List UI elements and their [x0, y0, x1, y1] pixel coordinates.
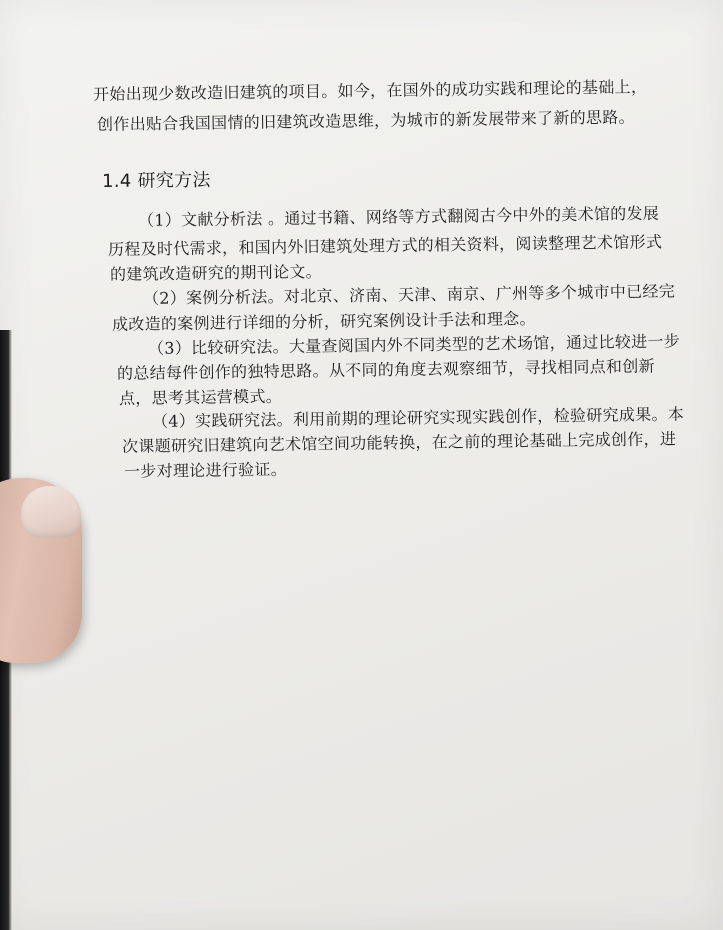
method-4-line-1: （4）实践研究法。利用前期的理论研究实现实践创作，检验研究成果。本 [151, 404, 685, 431]
method-1-line-2: 历程及时代需求，和国内外旧建筑处理方式的相关资料，阅读整理艺术馆形式 [107, 232, 663, 259]
intro-line-1: 开始出现少数改造旧建筑的项目。如今，在国外的成功实践和理论的基础上， [92, 77, 648, 104]
method-3-line-2: 的总结每件创作的独特思路。从不同的角度去观察细节，寻找相同点和创新 [116, 356, 656, 383]
method-1-line-3: 的建筑改造研究的期刊论文。 [109, 262, 323, 284]
method-4-line-3: 一步对理论进行验证。 [123, 459, 288, 481]
method-2-line-2: 成改造的案例进行详细的分析，研究案例设计手法和理念。 [111, 309, 536, 334]
method-3-line-1: （3）比较研究法。大量查阅国内外不同类型的艺术场馆，通过比较进一步 [147, 331, 681, 358]
fingernail [21, 486, 81, 538]
method-3-line-3: 点，思考其运营模式。 [118, 386, 283, 408]
section-heading: 1.4 研究方法 [101, 169, 211, 192]
method-2-line-1: （2）案例分析法。对北京、济南、天津、南京、广州等多个城市中已经完 [142, 281, 676, 308]
intro-line-2: 创作出贴合我国国情的旧建筑改造思维，为城市的新发展带来了新的思路。 [96, 107, 636, 134]
method-1-line-1: （1）文献分析法 。通过书籍、网络等方式翻阅古今中外的美术馆的发展 [137, 203, 660, 230]
method-4-line-2: 次课题研究旧建筑向艺术馆空间功能转换，在之前的理论基础上完成创作，进 [121, 429, 677, 456]
